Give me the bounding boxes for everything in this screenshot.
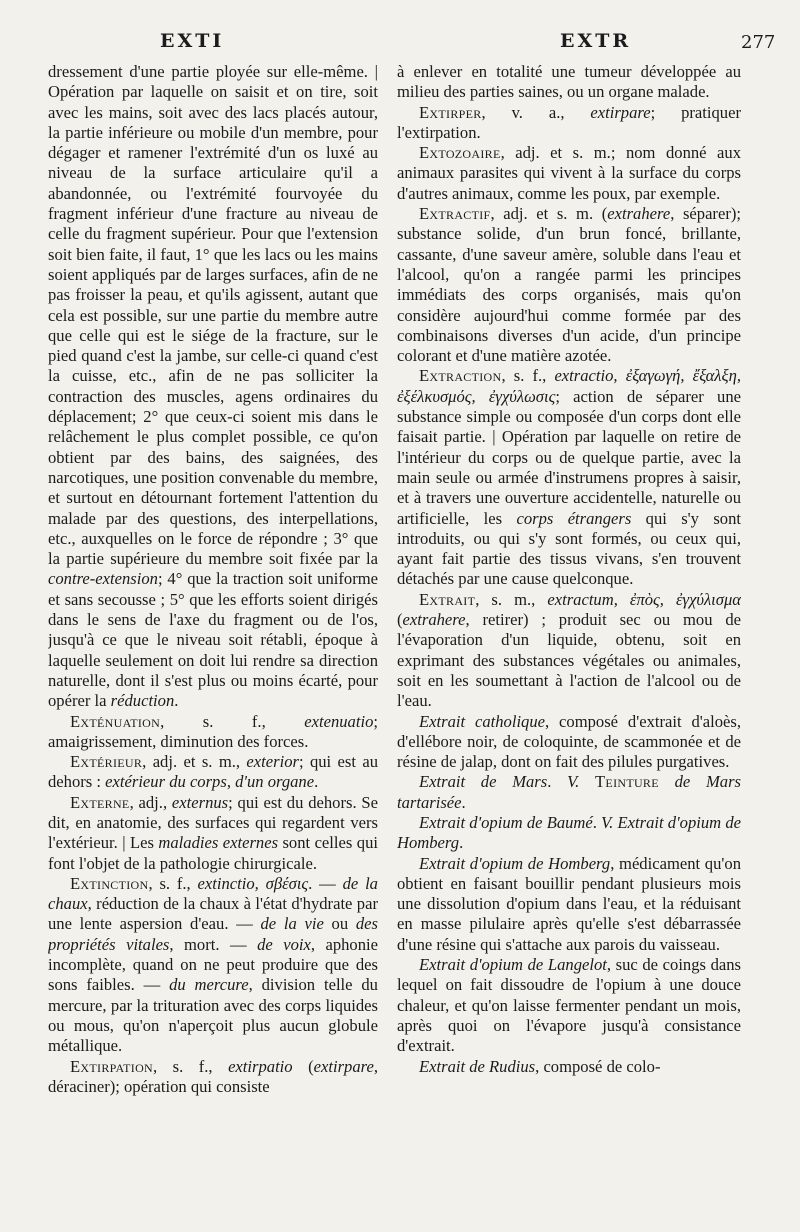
entry-extrait-rudius: Extrait de Rudius, composé de colo-	[419, 1056, 661, 1076]
entry-extinction: Extinction, s. f., extinctio, σβέσις. — de la chaux, réduction de la chaux à l'état d'hydrate par une lente aspersion d'eau. — de la vie ou des propriétés vitales, mort. — de voix, aphonie incomplète, quand on ne peut produire que des sons faibles. — du mercure, division telle du mercure, par la trituration avec des corps liquides ou mous, qu'on n'aperçoit plus aucun globule métallique.	[48, 873, 378, 1056]
left-column	[48, 62, 378, 1222]
subentry-term: Extrait d'opium de Homberg	[419, 853, 611, 873]
page-number: 277	[741, 32, 776, 53]
cross-reference: Extrait d'opium de Homberg	[397, 812, 741, 853]
entry-extractif: Extractif, adj. et s. m. (extrahere, séparer); substance solide, d'un brun foncé, brillante, cassante, d'une saveur amère, soluble dans l'eau et l'alcool, qu'on a rangée parmi les principes immédiats des corps organisés, mais qu'on considère aujourd'hui comme formée par des combinaisons diverses d'un acide, d'un principe colorant et d'une matière azotée.	[397, 204, 741, 366]
subentry-term: Extrait catholique	[419, 711, 546, 731]
entry-extirpation: Extirpation, s. f., extirpatio (extirpare, déraciner); opération qui consiste	[48, 1056, 378, 1096]
right-column	[397, 62, 741, 1222]
entry-exterieur: Extérieur, adj. et s. m., exterior; qui est au dehors : extérieur du corps, d'un organe.	[48, 752, 378, 792]
subentry-term: Extrait d'opium de Baumé	[419, 812, 593, 832]
entry-extirper: Extirper, v. a., extirpare; pratiquer l'extirpation.	[397, 102, 741, 142]
entry-extrait-catholique: Extrait catholique, composé d'extrait d'aloès, d'ellébore noir, de coloquinte, de scammonée et de résine de jalap, dont on fait des pilules purgatives.	[397, 711, 741, 772]
entry-extenuation: Exténuation, s. f., extenuatio; amaigrissement, diminution des forces.	[48, 711, 378, 751]
subentry-term: Extrait d'opium de Langelot	[419, 955, 607, 975]
headword: Extinction	[70, 873, 149, 893]
entry-extirpation-continued: à enlever en totalité une tumeur développée au milieu des parties saines, ou un organe malade.	[397, 62, 741, 102]
entry-extrait-opium-langelot: Extrait d'opium de Langelot, suc de coings dans lequel on fait dissoudre de l'opium à une douce chaleur, et qu'on laisse fermenter pendant un mois, après quoi on l'évapore jusqu'à consistance d'extrait.	[397, 955, 741, 1056]
subentry-term: Extrait de Rudius	[419, 1056, 536, 1076]
entry-extrait-opium-baume: Extrait d'opium de Baumé. V. Extrait d'opium de Homberg.	[397, 812, 741, 853]
entry-extraction: Extraction, s. f., extractio, ἐξαγωγή, ἔξαλξη, ἐξέλκυσμός, ἐγχύλωσις; action de séparer une substance simple ou composée d'un corps dont elle faisait partie. | Opération par laquelle on retire de l'intérieur du corps ou de quelque partie, avec la main seule ou armée d'instrumens propres à saisir, et à travers une ouverture accidentelle, naturelle ou artificielle, les corps étrangers qui s'y sont introduits, ou qui s'y sont formés, ou ceux qui, ayant fait partie des tissus vivans, s'en trouvent détachés par une cause quelconque.	[397, 366, 741, 589]
headword: Extrait	[419, 589, 476, 609]
headword: Exténuation	[70, 711, 161, 731]
headword: Extraction	[419, 366, 502, 386]
headword: Extozoaire	[419, 143, 501, 163]
entry-externe: Externe, adj., externus; qui est du dehors. Se dit, en anatomie, des surfaces qui regardent vers l'extérieur. | Les maladies externes sont celles qui font l'objet de la pathologie chirurgicale.	[48, 792, 378, 873]
headword: Extirper	[419, 102, 482, 122]
running-header	[0, 30, 800, 60]
headword: Externe	[70, 792, 130, 812]
entry-extrait-de-mars: Extrait de Mars. V. Teinture de Mars tartarisée.	[397, 772, 741, 812]
header-right-word: EXTR	[560, 30, 632, 52]
entry-extrait: Extrait, s. m., extractum, ἐπὸς, ἐγχύλισμα (extrahere, retirer) ; produit sec ou mou de l'évaporation d'un liquide, obtenu, soit en exprimant des substances végétales ou animales, soit en les soumettant à l'action de l'alcool ou de l'eau.	[397, 589, 741, 711]
headword: Extractif	[419, 204, 491, 224]
entry-extension-continued: dressement d'une partie ployée sur elle-même. | Opération par laquelle on saisit et on tire, soit avec les mains, soit avec des lacs placés autour, la partie inférieure ou mobile d'un membre, pour dégager et ramener l'extrémité d'un os luxé au niveau de la surface articulaire qu'il a abandonnée, ou l'extrémité fourvoyée du fragment inférieur d'une fracture au niveau de celle du fragment supérieur. Pour que l'extension soit bien faite, il faut, 1° que les lacs ou les mains soient appliqués par de larges surfaces, afin de ne pas froisser la peau, et qu'ils agissent, autant que cela est possible, sur une partie du membre autre que celle qui est le siége de la fracture, sur le pied quand c'est la jambe, sur celle-ci quand c'est la cuisse, etc., afin de ne pas solliciter la contraction des muscles, agens ordinaires du déplacement; 2° que ceux-ci soient mis dans le relâchement le plus complet possible, ce qu'on obtient par des bains, des saignées, des narcotiques, une position convenable du membre, et surtout en détournant fortement l'attention du malade par des questions, des interpellations, etc., auxquelles on le force de répondre ; 3° que la partie supérieure du membre soit fixée par la contre-extension; 4° que la traction soit uniforme et sans secousse ; 5° que les efforts soient dirigés dans le sens de l'axe du fragment ou de l'os, jusqu'à ce que le niveau soit rétabli, époque à laquelle seulement on doit lui rendre sa direction naturelle, dont il s'est plus ou moins écarté, pour opérer la réduction.	[48, 62, 378, 711]
entry-extrait-opium-homberg: Extrait d'opium de Homberg, médicament qu'on obtient en faisant bouillir pendant plusieurs mois une dissolution d'opium dans l'eau, et la réduisant en masse pilulaire après qu'elle s'est débarrassée d'une résine qui s'attache aux parois du vaisseau.	[397, 853, 741, 954]
header-left-word: EXTI	[160, 30, 225, 52]
headword: Extérieur	[70, 752, 143, 772]
subentry-term: Extrait de Mars	[419, 772, 548, 792]
cross-reference: Teinture	[595, 772, 659, 792]
headword: Extirpation	[70, 1056, 153, 1076]
entry-extozoaire: Extozoaire, adj. et s. m.; nom donné aux animaux parasites qui vivent à la surface du corps d'autres animaux, comme les poux, par exemple.	[397, 143, 741, 203]
